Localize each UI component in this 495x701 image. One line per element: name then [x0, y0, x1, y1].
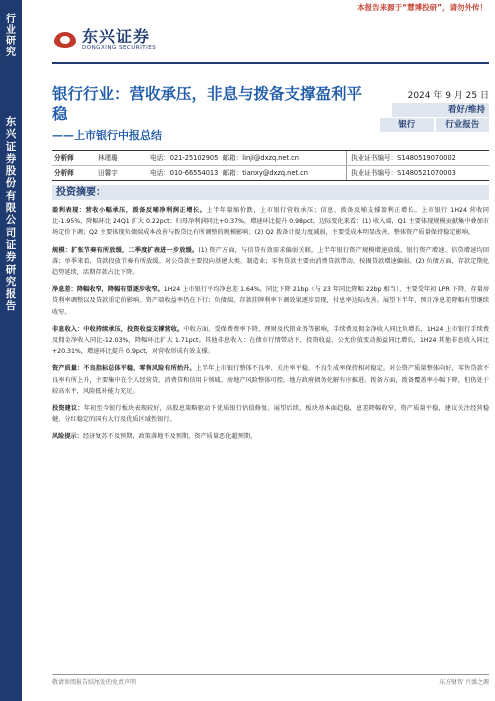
org-label-char: 券 [5, 251, 17, 264]
org-label-char: 告 [5, 300, 17, 313]
org-label-char: 证 [5, 238, 17, 251]
analyst-row: 分析师 田馨宇 电话：010-66554013 邮箱：tianxy@dxzq.net.cn 执业证书编号：S1480521070003 [52, 166, 489, 180]
org-label-char: 研 [5, 263, 17, 276]
footer-divider [52, 674, 489, 675]
logo-cn: 东兴证券 [82, 27, 151, 46]
paragraph: 非息收入：中收持续承压，投资收益支撑营收。中收方面，受保费费率下降、理财及代销业务等影响，手续费及佣金净收入同比负增长，1H24 上市银行手续费及佣金净收入同比-12.03%，降幅环比扩大 1.71pct。其他非息收入：在债市行情带动下，投资收益、公允价值变动损益同比增长，1H24 其他非息收入同比+20.31%，增速环比提升 0.9pct，对营收形成有效支撑。 [52, 325, 490, 356]
source-note: 本报告来源于“慧博投研”，请勿外传！ [357, 3, 487, 12]
report-tags [380, 118, 489, 132]
section-heading: 投资摘要： [52, 185, 489, 200]
org-label-char: 公 [5, 214, 17, 227]
company-logo [54, 28, 156, 52]
org-label-char: 司 [5, 226, 17, 239]
analyst-row: 分析师 林瑾璐 电话：021-25102905 邮箱：linjl@dxzq.net.cn 执业证书编号：S1480519070002 [52, 151, 489, 166]
org-label-char: 限 [5, 202, 17, 215]
footer-slogan: 东方财智 兴盛之源 [439, 679, 489, 686]
header-divider [52, 62, 489, 64]
paragraph: 规模：扩张节奏有所放缓，二季度扩表进一步放缓。(1) 资产方面，与信贷有效需求偏弱关联，上半年银行资产规模增速放缓，银行资产增速、信贷增速均回落；单季来看，贷款投放节奏有所放缓。对公贷款主要投向基建大类、制造业；零售贷款主要由消费贷款带动，按揭贷款增速偏弱。(2) 负债方面，存款定期化趋势延续，活期存款占比下降。 [52, 246, 490, 277]
tag-industry: 银行 [380, 118, 434, 132]
org-label-char: 报 [5, 288, 17, 301]
logo-en: DONGXING SECURITIES [82, 45, 157, 51]
report-subtitle: ——上市银行中报总结 [52, 129, 162, 142]
sidebar [0, 0, 22, 701]
paragraph: 资产质量：不良指标总体平稳，零售风险有所抬升。上半年上市银行整体不良率、关注率平稳，不良生成率保持相对稳定。对公资产质量整体向好，零售贷款不良率有所上升，主要集中在个人经营贷、消费贷和信用卡领域。房地产风险整体可控，地方政府债务化解有序推进。拨备方面，拨备覆盖率小幅下降，但仍处于较高水平，风险抵补能力充足。 [52, 365, 490, 395]
paragraph: 投资建议：年初至今银行板块表现较好，高股息策略驱动下优质银行估值修复。展望后续，板块基本面趋稳，息差降幅收窄，资产质量平稳，建议关注经营稳健、分红稳定的国有大行及优质区域性银行。 [52, 405, 490, 424]
paragraph: 盈利表现：营收小幅承压，拨备反哺净利润正增长。上半年量缩价跌，上市银行营收承压；信息、拨备反哺支撑盈利正增长。上市银行 1H24 营收同比-1.95%，降幅环比 24Q1 扩大 0.22pct；归母净利润同比+0.37%，增速环比提升 0.98pct。边际变化来看：(1) 收入端，Q1 主要体现规模贡献集中叠加市场定价下调；Q2 主要体现负债端成本改善与拨贷比有所调整的规模影响；(2) Q2 拨备计提力度减弱，主要受成本明显改善、整体资产质量保持稳定影响。 [52, 207, 489, 237]
org-label-char: 东 [5, 116, 17, 128]
report-title: 银行行业：营收承压，非息与拨备支撑盈利平稳 [52, 85, 363, 123]
rating-badge: 看好/维持 [392, 103, 489, 117]
org-label-char: 证 [5, 140, 17, 153]
summary-body [52, 205, 489, 449]
org-label-char: 份 [5, 177, 17, 190]
analyst-table [52, 150, 489, 181]
report-category: 行 业 研 究 [6, 14, 16, 58]
paragraph: 风险提示：经济复苏不及预期，政策落地不及预期，资产质量恶化超预期。 [52, 433, 257, 441]
org-label-char: 股 [5, 165, 17, 178]
org-label [0, 116, 22, 313]
report-date: 2024 年 9 月 25 日 [407, 91, 489, 101]
org-label-char: 兴 [5, 128, 17, 141]
disclaimer-note: 敬请参阅报告结尾处的免责声明 [52, 679, 137, 686]
tag-report-type: 行业报告 [436, 118, 490, 132]
paragraph: 净息差：降幅收窄，降幅有望逐步收窄。1H24 上市银行平均净息差 1.64%，同比下降 21bp（与 23 年同比降幅 22bp 相当），主要受年初 LPR 下降、存量房贷利率调整以及贷款重定价影响。资产端收益率仍在下行；负债端，存款挂牌利率下调效果逐步显现，付息率边际改善。展望下半年，预计净息差降幅有望继续收窄。 [52, 286, 490, 316]
org-label-char: 有 [5, 189, 17, 202]
org-label-char: 究 [5, 275, 17, 288]
logo-mark-icon [54, 29, 78, 51]
org-label-char: 券 [5, 152, 17, 165]
